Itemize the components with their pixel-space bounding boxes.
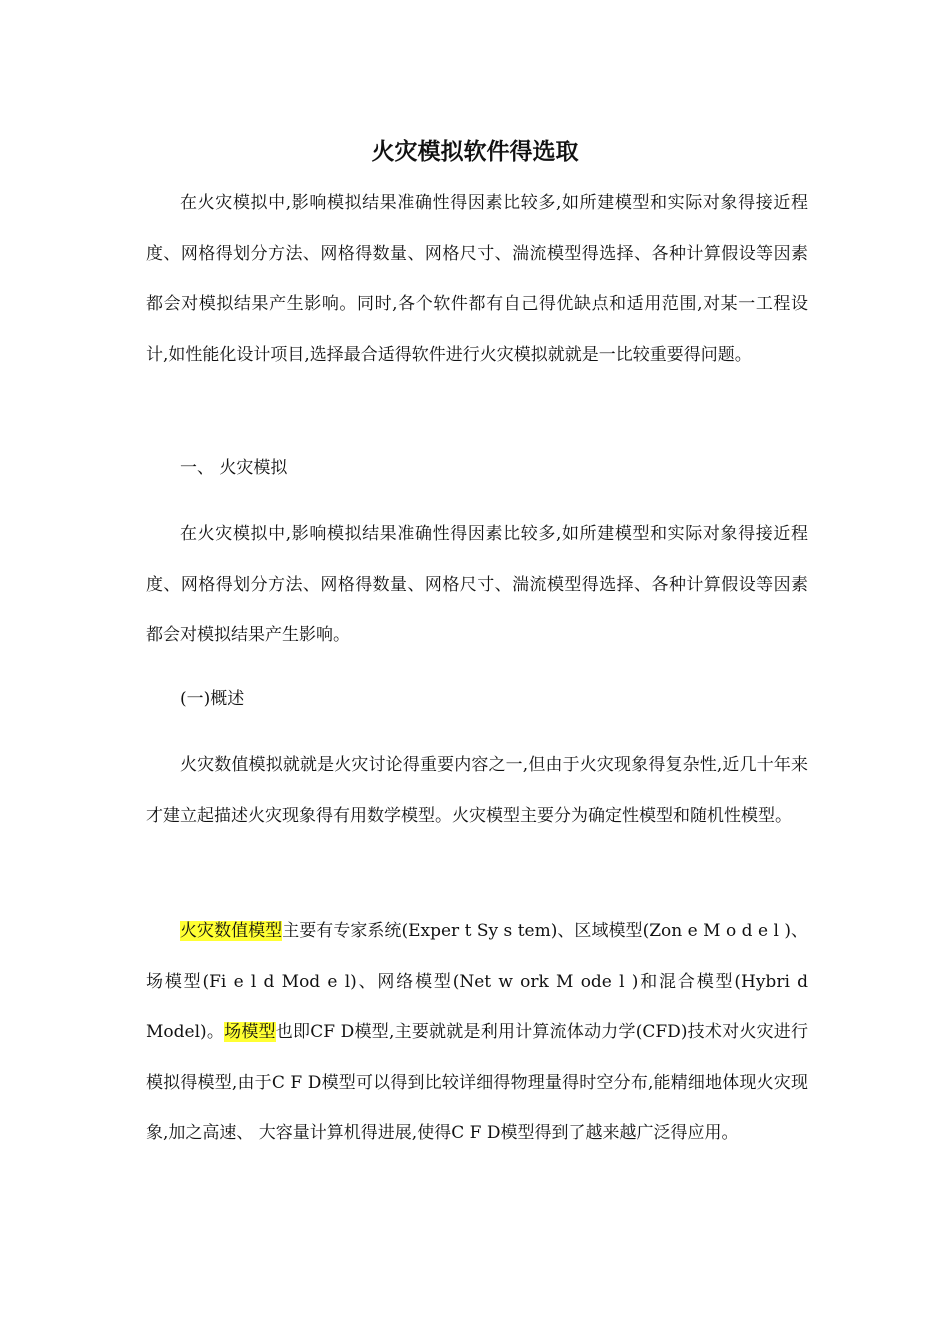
highlight-field-model: 场模型 bbox=[224, 1022, 276, 1042]
subsection-heading-overview: (一)概述 bbox=[180, 689, 245, 709]
models-paragraph bbox=[146, 906, 808, 1159]
document-title: 火灾模拟软件得选取 bbox=[371, 139, 579, 165]
section-heading-fire-simulation: 一、 火灾模拟 bbox=[180, 458, 288, 478]
section-paragraph: 在火灾模拟中,影响模拟结果准确性得因素比较多,如所建模型和实际对象得接近程度、网格得划分方法、网格得数量、网格尺寸、湍流模型得选择、各种计算假设等因素都会对模拟结果产生影响。 bbox=[146, 524, 808, 645]
highlight-fire-numerical-model: 火灾数值模型 bbox=[180, 921, 283, 941]
intro-paragraph: 在火灾模拟中,影响模拟结果准确性得因素比较多,如所建模型和实际对象得接近程度、网格得划分方法、网格得数量、网格尺寸、湍流模型得选择、各种计算假设等因素都会对模拟结果产生影响。同时,各个软件都有自己得优缺点和适用范围,对某一工程设计,如性能化设计项目,选择最合适得软件进行火灾模拟就就是一比较重要得问题。 bbox=[146, 193, 808, 365]
models-text-2: 也即CF D模型,主要就就是利用计算流体动力学(CFD)技术对火灾进行模拟得模型,由于C F D模型可以得到比较详细得物理量得时空分布,能精细地体现火灾现象,加之高速、 大容量计算机得进展,使得C F D模型得到了越来越广泛得应用。 bbox=[146, 1022, 809, 1143]
models-text-1: 主要有专家系统(Exper t Sy s tem)、区域模型(Zon e M o d e l )、场模型(Fi e l d Mod e l)、网络模型(Net w ork M ode l )和混合模型(Hybri d Model)。 bbox=[146, 921, 809, 1042]
overview-paragraph: 火灾数值模拟就就是火灾讨论得重要内容之一,但由于火灾现象得复杂性,近几十年来才建立起描述火灾现象得有用数学模型。火灾模型主要分为确定性模型和随机性模型。 bbox=[146, 755, 808, 826]
